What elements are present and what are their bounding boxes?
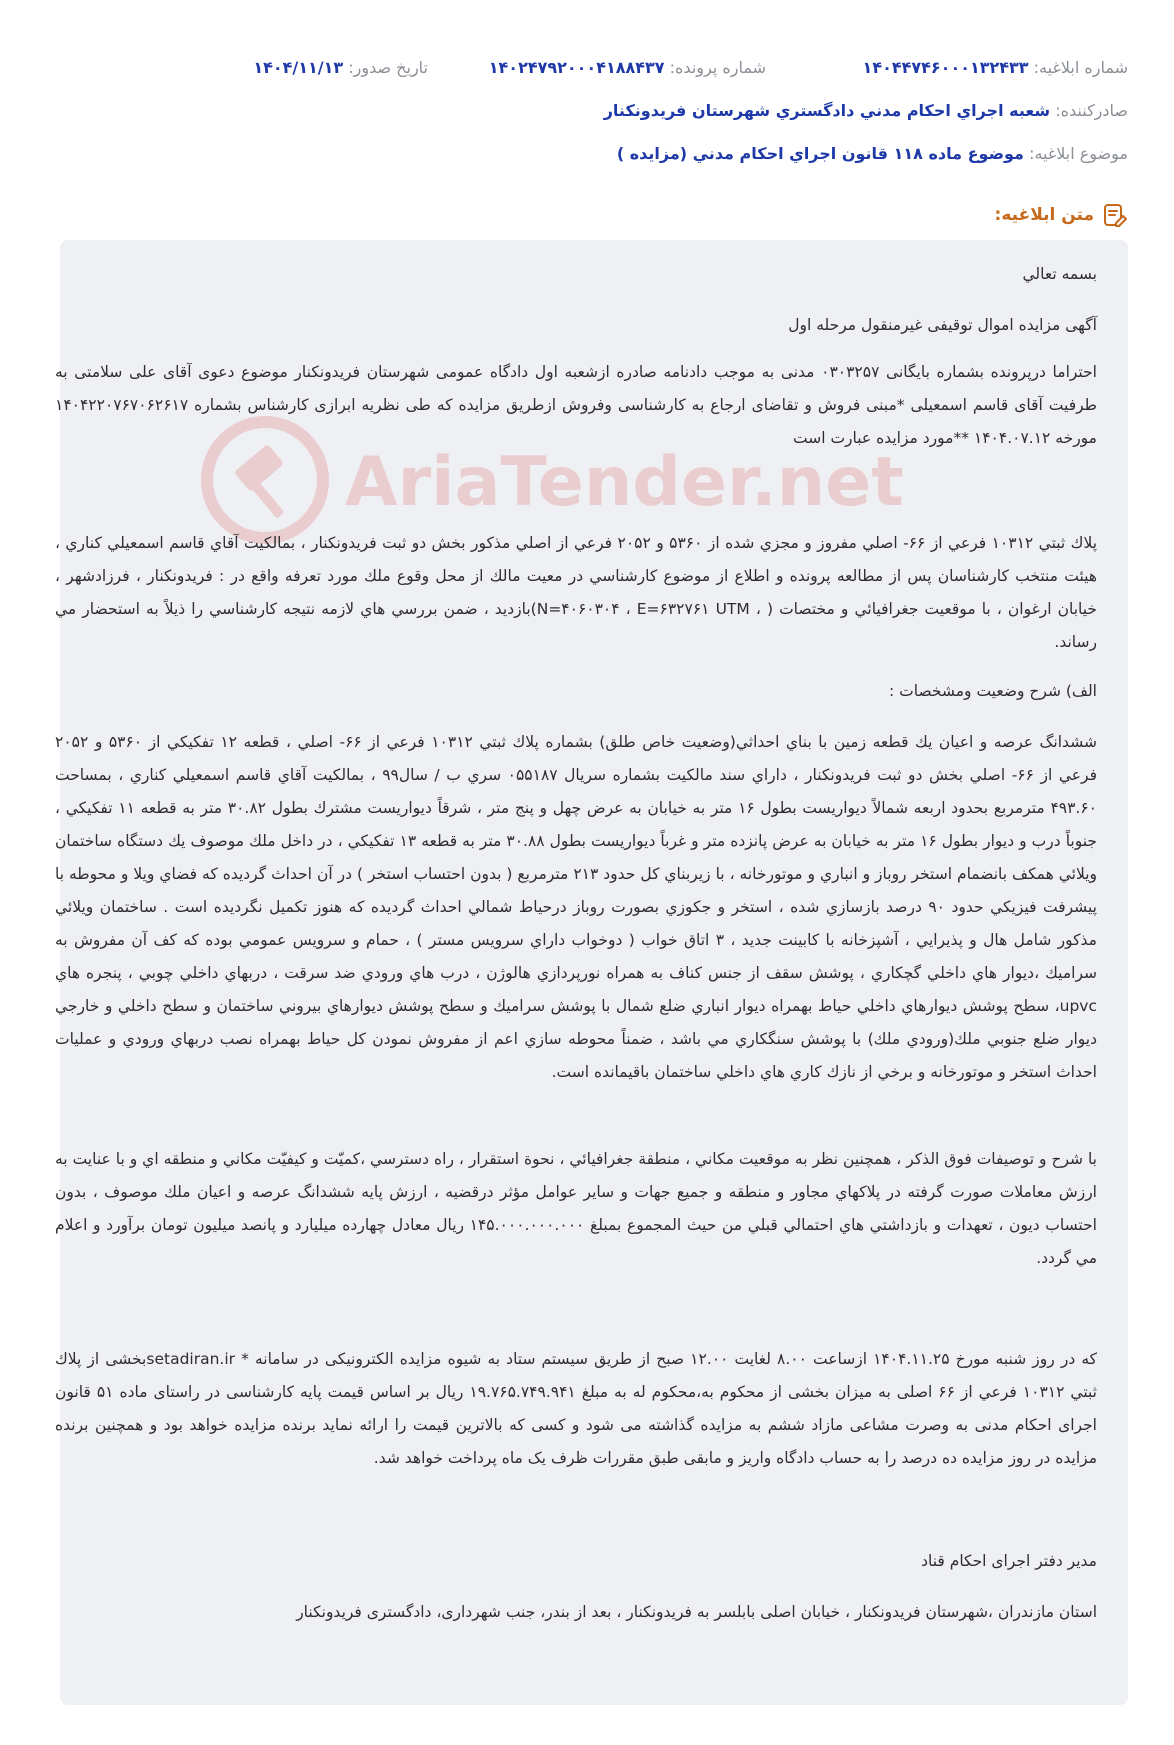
issuer — [604, 96, 1128, 126]
body-bismillah: بسمه تعالي — [1022, 265, 1097, 283]
issue-date-value: ۱۴۰۴/۱۱/۱۳ — [253, 58, 344, 77]
document-edit-icon — [1102, 202, 1128, 228]
case-number — [489, 53, 766, 83]
meta-row-subject — [46, 139, 1128, 169]
body-paragraph-2: پلاك ثبتي ۱۰۳۱۲ فرعي از ۶۶- اصلي مفروز و مجزي شده از ۵۳۶۰ و ۲۰۵۲ فرعي از اصلي مذكور بخش دو ثبت فريدونكنار ، بمالكيت آقاي قاسم اسمعيلي كناري ، هيئت منتخب كارشناسان پس از مطالعه پرونده و اطلاع از موضوع كارشناسي در معيت مالك از محل وقوع ملك مورد تعرفه واقع در : فريدونكنار ، فرزادشهر ، خيابان ارغوان ، با موقعيت جغرافيائي و مختصات ( ، N=۴۰۶۰۳۰۴ ، E=۶۳۲۷۶۱ UTM)بازديد ، ضمن بررسي هاي لازمه نتيجه كارشناسي را ذيلاً به استحضار مي رساند. — [55, 534, 1098, 651]
meta-row-issuer — [46, 96, 1128, 126]
notice-number-value: ۱۴۰۴۴۷۴۶۰۰۰۱۳۲۴۳۳ — [862, 58, 1029, 77]
issue-date-label: تاریخ صدور: — [348, 58, 428, 77]
notice-number-label: شماره ابلاغیه: — [1033, 58, 1128, 77]
body-paragraph-1: احتراما درپرونده بشماره بایگانی ۰۳۰۳۲۵۷ مدنی به موجب دادنامه صادره ازشعبه اول دادگاه عمومی شهرستان فریدونکنار موضوع دعوی آقای علی سلامتی به طرفیت آقای قاسم اسمعیلی *مبنی فروش و تقاضای ارجاع به کارشناسی وفروش ازطریق مزایده که طی نظریه ابرازی کارشناس بشماره ۱۴۰۴۲۲۰۷۶۷۰۶۲۶۱۷ مورخه ۱۴۰۴.۰۷.۱۲ **مورد مزایده عبارت است — [55, 363, 1097, 447]
section-title-text: متن ابلاغیه: — [994, 205, 1094, 225]
notice-number — [863, 53, 1128, 83]
subject-label: موضوع ابلاغیه: — [1029, 144, 1128, 163]
issue-date — [253, 53, 428, 83]
case-number-value: ۱۴۰۲۴۷۹۲۰۰۰۴۱۸۸۴۳۷ — [488, 58, 665, 77]
body-signature: مدير دفتر اجرای احکام قناد — [921, 1552, 1097, 1570]
body-heading: آگهی مزایده اموال توقیفی غیرمنقول مرحله اول — [788, 316, 1097, 334]
watermark-text: AriaTender.net — [345, 443, 904, 522]
issuer-value: شعبه اجراي احكام مدني دادگستري شهرستان فريدونكنار — [603, 101, 1051, 120]
body-address: استان مازندران ،شهرستان فریدونکنار ، خیابان اصلی بابلسر به فریدونکنار ، بعد از بندر، جنب شهرداری، دادگستری فریدونکنار — [296, 1603, 1097, 1621]
section-title — [995, 200, 1128, 230]
issuer-label: صادرکننده: — [1055, 101, 1128, 120]
body-paragraph-4: با شرح و توصيفات فوق الذكر ، همچنين نظر به موقعيت مكاني ، منطقة جغرافيائي ، نحوة استقرار ، راه دسترسي ،كميّت و كيفيّت مكاني و منطقه اي و با عنايت به ارزش معاملات صورت گرفته در پلاكهاي مجاور و منطقه و جميع جهات و ساير عوامل مؤثر درقضيه ، ارزش پايه ششدانگ عرصه و اعيان ملك موصوف ، بدون احتساب ديون ، تعهدات و بازداشتي هاي احتمالي قبلي من حيث المجموع بمبلغ ۱۴۵.۰۰۰.۰۰۰.۰۰۰ ريال معادل چهارده ميليارد و پانصد ميليون تومان برآورد و اعلام مي گردد. — [55, 1150, 1097, 1267]
subject-value: موضوع ماده ۱۱۸ قانون اجراي احكام مدني (مزايده ) — [616, 144, 1024, 163]
meta-row-numbers — [46, 53, 1128, 83]
body-paragraph-5: كه در روز شنبه مورخ ۱۴۰۴.۱۱.۲۵ ازساعت ۸.۰۰ لغایت ۱۲.۰۰ صبح از طریق سیستم ستاد به شیوه مزایده الکترونیکی در سامانه * setadiran.irبخشی از پلاك ثبتي ۱۰۳۱۲ فرعي از ۶۶ اصلی به میزان بخشی از محکوم به،محکوم له به مبلغ ۱۹.۷۶۵.۷۴۹.۹۴۱ ریال بر اساس قیمت پایه کارشناسی در راستای ماده ۵۱ قانون اجرای احکام مدنی به وصرت مشاعی مازاد ششم به مزایده گذاشته می شود و کسی که بالاترین قیمت را ارائه نماید برنده مزایده خواهد بود و همچنین برنده مزایده در روز مزایده ده درصد را به حساب دادگاه واریز و مابقی طبق مقررات ظرف یک ماه پرداخت خواهد شد. — [55, 1350, 1098, 1467]
case-number-label: شماره پرونده: — [669, 58, 766, 77]
body-subheading: الف) شرح وضعيت ومشخصات : — [889, 682, 1097, 700]
subject — [617, 139, 1128, 169]
body-paragraph-3: ششدانگ عرصه و اعيان يك قطعه زمين با بناي احداثي(وضعيت خاص طلق) بشماره پلاك ثبتي ۱۰۳۱۲ فرعي از ۶۶- اصلي ، قطعه ۱۲ تفكيكي از ۵۳۶۰ و ۲۰۵۲ فرعي از ۶۶- اصلي بخش دو ثبت فريدونكنار ، داراي سند مالكيت بشماره سريال ۰۵۵۱۸۷ سري ب / سال۹۹ ، بمالكيت آقاي قاسم اسمعيلي كناري ، بمساحت ۴۹۳.۶۰ مترمربع بحدود اربعه شمالاً ديواريست بطول ۱۶ متر به خيابان به عرض چهل و پنج متر ، شرقاً ديواريست مشترك بطول ۳۰.۸۲ متر به قطعه ۱۱ تفكيكي ، جنوباً درب و ديوار بطول ۱۶ متر به خيابان به عرض پانزده متر و غرباً ديواريست بطول ۳۰.۸۸ متر به قطعه ۱۳ تفكيكي ، در داخل ملك موصوف يك دستگاه ساختمان ويلائي همكف بانضمام استخر روباز و انباري و موتورخانه ، با زيربناي كل حدود ۲۱۳ مترمربع ( بدون احتساب استخر ) در آن احداث گرديده كه فضاي ويلا و محوطه با پيشرفت فيزيكي حدود ۹۰ درصد بازسازي شده ، استخر و جكوزي بصورت روباز درحياط شمالي احداث گرديده كه هنوز تكميل نگرديده است . ساختمان ويلائي مذكور شامل هال و پذيرايي ، آشپزخانه با كابينت جديد ، ۳ اتاق خواب ( دوخواب داراي سرويس مستر ) ، حمام و سرويس عمومي بوده كه كف آن مفروش به سراميك ،ديوار هاي داخلي گچكاري ، پوشش سقف از جنس كناف به همراه نورپردازي هالوژن ، درب هاي ورودي ضد سرقت ، دربهاي داخلي چوبي ، پنجره هاي upvc، سطح پوشش ديوارهاي داخلي حياط بهمراه ديوار انباري ضلع شمال با پوشش سراميك و سطح پوشش ديوارهاي بيروني ساختمان و سطح داخلي و خارجي ديوار ضلع جنوبي ملك(ورودي ملك) با پوشش سنگكاري مي باشد ، ضمناً محوطه سازي اعم از مفروش نمودن كل حياط بهمراه نصب دربهاي ورودي و عمليات احداث استخر و موتورخانه و برخي از نازك كاري هاي داخلي ساختمان باقيمانده است. — [55, 733, 1098, 1081]
